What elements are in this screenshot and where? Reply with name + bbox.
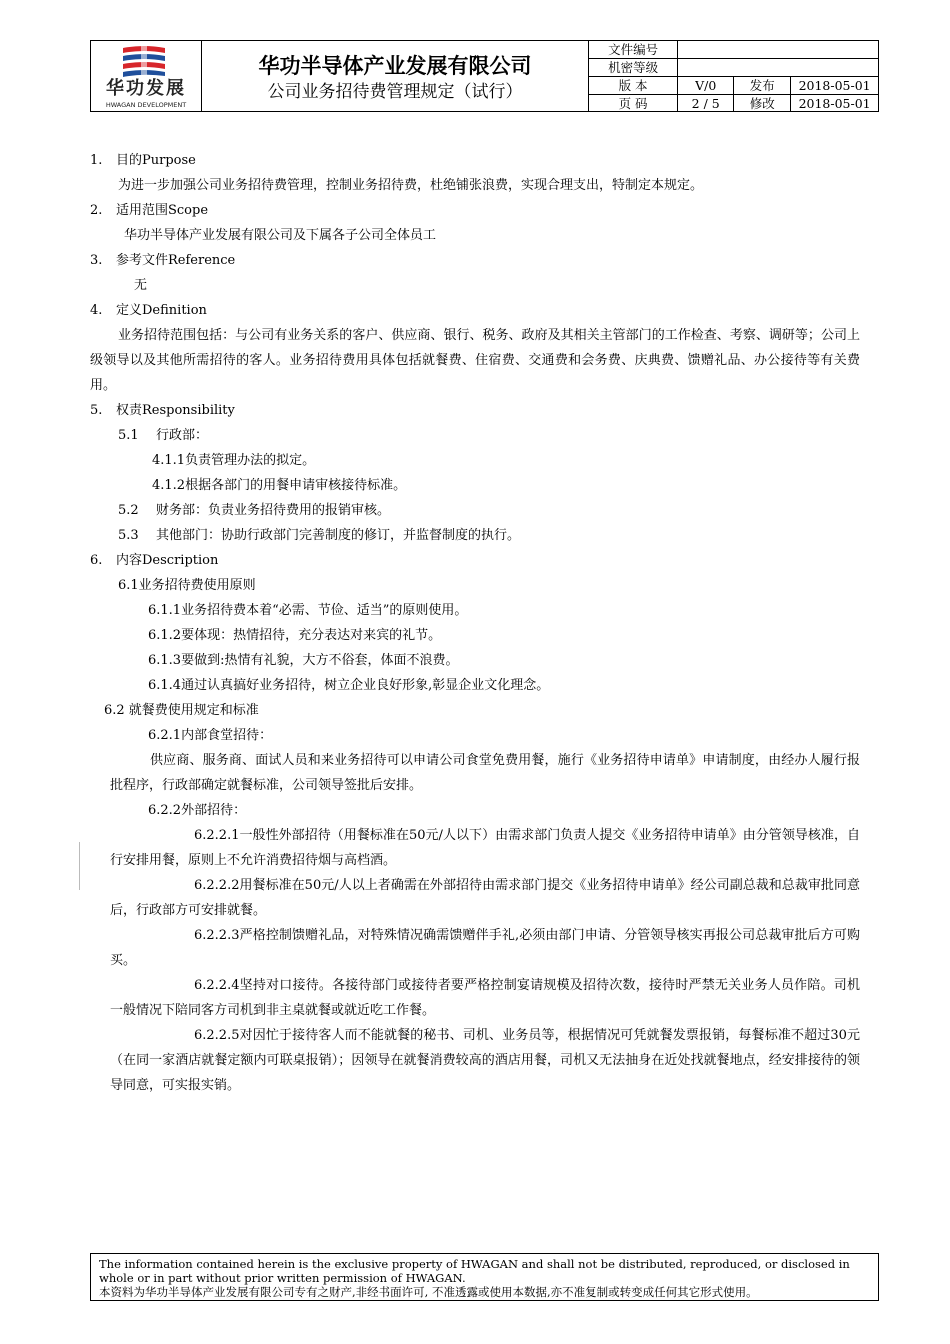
paragraph: 6.2.2.5对因忙于接待客人而不能就餐的秘书、司机、业务员等，根据情况可凭就餐发票报销，每餐标准不超过30元（在同一家酒店就餐定额内可联桌报销）；因领导在就餐消费较高的酒店用餐，司机又无法抽身在近处找就餐地点，经安排接待的领导同意，可实报实销。 (110, 1028, 860, 1093)
subsection-heading (90, 423, 860, 448)
section-heading (90, 198, 860, 223)
margin-marker (79, 842, 80, 890)
secret-value (678, 59, 878, 77)
revise-date: 2018-05-01 (798, 95, 871, 111)
section-heading (90, 248, 860, 273)
document-footer (90, 1253, 879, 1301)
version-value: V/0 (678, 77, 734, 95)
company-name: 华功半导体产业发展有限公司 (258, 54, 532, 78)
subsection-number: 5.1 (118, 428, 139, 443)
publish-date: 2018-05-01 (791, 77, 878, 95)
list-item: 6.1.2要体现：热情招待，充分表达对来宾的礼节。 (148, 628, 442, 643)
page-label: 页 码 (589, 95, 678, 113)
section-number: 4. (90, 303, 103, 318)
section-heading (90, 298, 860, 323)
subsection-number: 5.3 (118, 528, 139, 543)
section-number: 5. (90, 403, 103, 418)
paragraph: 6.2.2.2用餐标准在50元/人以上者确需在外部招待由需求部门提交《业务招待申请单》经公司副总裁和总裁审批同意后，行政部方可安排就餐。 (110, 878, 860, 918)
revise-label: 修改 (734, 95, 791, 113)
doc-no-label: 文件编号 (589, 41, 678, 59)
subsection-heading (90, 523, 860, 548)
page-value: 2 / 5 (678, 95, 734, 113)
footer-chinese-notice: 本资料为华功半导体产业发展有限公司专有之财产,非经书面许可, 不准透露或使用本数据,亦不准复制或转变成任何其它形式使用。 (99, 1285, 758, 1299)
document-body (90, 148, 860, 1098)
subsubsection-heading: 6.2.1内部食堂招待： (148, 728, 273, 743)
section-heading (90, 548, 860, 573)
list-item: 6.1.3要做到:热情有礼貌，大方不俗套，体面不浪费。 (148, 653, 459, 668)
section-heading (90, 148, 860, 173)
logo-subtext: HWAGAN DEVELOPMENT (105, 101, 187, 109)
subsection-heading: 6.1业务招待费使用原则 (118, 578, 256, 593)
subsubsection-heading: 6.2.2外部招待： (148, 803, 247, 818)
subsection-title: 其他部门：协助行政部门完善制度的修订，并监督制度的执行。 (156, 528, 521, 543)
doc-no-value (678, 41, 878, 59)
section-title: 参考文件Reference (116, 253, 236, 268)
paragraph: 6.2.2.3严格控制馈赠礼品，对特殊情况确需馈赠伴手礼,必须由部门申请、分管领导核实再报公司总裁审批后方可购买。 (110, 928, 860, 968)
paragraph: 为进一步加强公司业务招待费管理，控制业务招待费，杜绝铺张浪费，实现合理支出，特制定本规定。 (118, 178, 704, 193)
list-item: 6.1.1业务招待费本着“必需、节俭、适当”的原则使用。 (148, 603, 468, 618)
subsection-heading: 6.2 就餐费使用规定和标准 (104, 703, 259, 718)
section-title: 适用范围Scope (116, 203, 209, 218)
version-label: 版 本 (589, 77, 678, 95)
publish-label: 发布 (734, 77, 791, 95)
paragraph: 供应商、服务商、面试人员和来业务招待可以申请公司食堂免费用餐，施行《业务招待申请单》申请制度，由经办人履行报批程序，行政部确定就餐标准，公司领导签批后安排。 (110, 753, 860, 793)
footer-english-notice: The information contained herein is the exclusive property of HWAGAN and shall not be distributed, reproduced, or disclosed in whole or in part without prior written permission of HWAGAN. (99, 1257, 850, 1285)
title-cell (202, 41, 589, 111)
logo-text: 华功发展 (106, 78, 186, 99)
section-title: 内容Description (116, 553, 219, 568)
logo-cell (91, 41, 202, 111)
section-title: 目的Purpose (116, 153, 196, 168)
list-item: 6.1.4通过认真搞好业务招待，树立企业良好形象,彰显企业文化理念。 (148, 678, 550, 693)
section-number: 6. (90, 553, 103, 568)
paragraph: 华功半导体产业发展有限公司及下属各子公司全体员工 (124, 228, 437, 243)
section-number: 3. (90, 253, 103, 268)
paragraph: 6.2.2.4坚持对口接待。各接待部门或接待者要严格控制宴请规模及招待次数，接待时严禁无关业务人员作陪。司机一般情况下陪同客方司机到非主桌就餐或就近吃工作餐。 (110, 978, 860, 1018)
subsection-number: 5.2 (118, 503, 139, 518)
list-item: 4.1.1负责管理办法的拟定。 (152, 453, 316, 468)
secret-label: 机密等级 (589, 59, 678, 77)
document-header (90, 40, 879, 112)
subsection-title: 行政部： (156, 428, 209, 443)
document-meta-table (589, 41, 878, 112)
paragraph: 6.2.2.1一般性外部招待（用餐标准在50元/人以下）由需求部门负责人提交《业务招待申请单》由分管领导核准，自行安排用餐，原则上不允许消费招待烟与高档酒。 (110, 828, 860, 868)
list-item: 4.1.2根据各部门的用餐申请审核接待标准。 (152, 478, 407, 493)
paragraph: 业务招待范围包括：与公司有业务关系的客户、供应商、银行、税务、政府及其相关主管部门的工作检查、考察、调研等；公司上级领导以及其他所需招待的客人。业务招待费用具体包括就餐费、住宿费、交通费和会务费、庆典费、馈赠礼品、办公接待等有关费用。 (90, 328, 860, 393)
section-heading (90, 398, 860, 423)
paragraph: 无 (134, 278, 148, 293)
subsection-title: 财务部：负责业务招待费用的报销审核。 (156, 503, 391, 518)
section-title: 权责Responsibility (116, 403, 235, 418)
company-logo-icon (119, 44, 169, 78)
section-number: 1. (90, 153, 103, 168)
section-title: 定义Definition (116, 303, 207, 318)
subsection-heading (90, 498, 860, 523)
document-title: 公司业务招待费管理规定（试行） (267, 82, 523, 102)
section-number: 2. (90, 203, 103, 218)
